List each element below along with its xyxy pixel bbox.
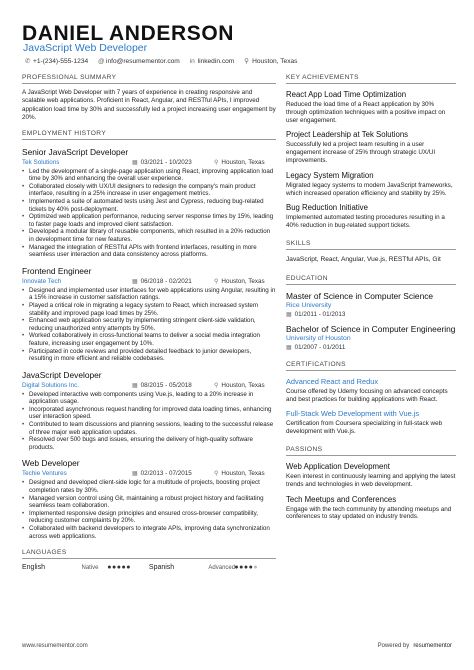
footer	[0, 643, 474, 655]
rating-dot-icon: ●	[243, 564, 249, 572]
achievements-title: React App Load Time Optimization	[286, 90, 407, 99]
education-date-text: 01/2007 - 01/2011	[294, 343, 346, 351]
rating-dot-icon: ●	[112, 564, 117, 572]
language-rating	[107, 564, 149, 571]
job-meta	[22, 382, 276, 389]
job-bullet: • Collaborated closely with UX/UI designers to redesign the company's main product interface, resulting in a 25% increase in user engagement metrics.	[22, 183, 276, 198]
job-location-text: Houston, Texas	[221, 277, 265, 285]
job-bullet: • Developed a modular library of reusable components, which resulted in a 20% reduction in development time for new features.	[22, 228, 276, 243]
achievements-description: Migrated legacy systems to modern JavaScript frameworks, which increased operation efficiency and stability by 25%.	[286, 181, 453, 197]
rating-dot-icon: ●	[248, 564, 254, 572]
rating-dot-icon: ●	[121, 564, 127, 572]
rating-dot-icon: ●	[234, 564, 240, 572]
certifications-description: Course offered by Udemy focusing on advanced concepts and best practices for building applications with React.	[286, 387, 448, 403]
education-school[interactable]: Rice University	[286, 301, 332, 309]
education-dates	[286, 311, 456, 318]
job-bullet: • Resolved over 500 bugs and issues, ensuring the delivery of high-quality software products.	[22, 436, 276, 451]
certifications-item	[286, 377, 456, 404]
job-location-text: Houston, Texas	[221, 470, 265, 478]
contact-linkedin[interactable]: in linkedin.com	[189, 58, 235, 65]
location-icon: ⚲	[214, 382, 219, 389]
resumementor-logo-icon: resumementor	[413, 643, 452, 649]
certifications-item	[286, 409, 456, 436]
achievements-description: Implemented automated testing procedures resulting in a 40% reduction in bug-related support tickets.	[286, 214, 445, 230]
job-dates	[132, 382, 214, 389]
location-icon: ⚲	[214, 471, 219, 478]
education-list	[286, 291, 456, 351]
job-title: JavaScript Developer	[22, 369, 102, 380]
achievements-title: Legacy System Migration	[286, 170, 374, 180]
right-column	[286, 74, 456, 521]
job-bullet: • Optimized web application performance, reducing server response times by 15%, leading to faster page loads and improved client satisfaction.	[22, 213, 276, 228]
job-entry	[22, 458, 276, 540]
education-degree: Master of Science in Computer Science	[286, 290, 434, 301]
certifications-title[interactable]: Advanced React and Redux	[286, 376, 379, 386]
job-date-text: 08/2015 - 05/2018	[140, 381, 192, 389]
job-date-text: 02/2013 - 07/2015	[140, 470, 192, 478]
job-bullet: • Contributed to team discussions and planning sessions, leading to the successful release of three major web application updates.	[22, 421, 276, 436]
job-bullet: • Led the development of a single-page application using React, improving application load time by 30% and enhancing the overall user experience.	[22, 168, 276, 183]
job-title: Web Developer	[22, 458, 80, 469]
job-bullet: • Designed and developed client-side logic for a multitude of projects, boosting project completion rates by 30%.	[22, 479, 276, 494]
location-icon: ⚲	[214, 278, 219, 285]
job-bullet: • Implemented a suite of automated tests using Jest and Cypress, reducing bug-related tickets by 40% post-deployment.	[22, 198, 276, 213]
calendar-icon: ▦	[286, 344, 292, 351]
section-heading-achievements: KEY ACHIEVEMENTS	[286, 74, 456, 84]
contact-email[interactable]: @info@resumementor.com	[98, 58, 180, 65]
achievements-item	[286, 90, 456, 124]
email-icon: @	[98, 58, 105, 65]
job-location	[214, 159, 265, 166]
language-list	[22, 564, 276, 571]
language-level: Advanced	[208, 564, 236, 571]
job-meta	[22, 159, 276, 166]
job-bullet: • Designed and implemented user interfaces for web applications using Angular, resulting in a 15% increase in customer satisfaction ratings.	[22, 287, 276, 302]
achievements-item	[286, 171, 456, 198]
job-meta	[22, 470, 276, 477]
job-bullet: • Managed the integration of RESTful APIs with frontend interfaces, resulting in more seamless user interaction and data consistency across platforms.	[22, 244, 276, 259]
job-dates	[132, 159, 214, 166]
job-bullets	[22, 287, 276, 363]
footer-branding: Powered by resumementor	[377, 643, 452, 649]
left-column	[22, 74, 276, 571]
job-bullet: • Played a critical role in migrating a legacy system to React, which increased system stability and improved page load times by 25%.	[22, 302, 276, 317]
section-heading-passions: PASSIONS	[286, 446, 456, 456]
job-bullet: • Managed version control using Git, maintaining a robust project history and facilitating seamless team collaboration.	[22, 495, 276, 510]
job-location-text: Houston, Texas	[221, 381, 265, 389]
language-level: Native	[81, 564, 99, 571]
company-name[interactable]: Innovate Tech	[22, 277, 62, 285]
education-item	[286, 291, 456, 318]
job-bullet: • Worked collaboratively in cross-functional teams to deliver a social media integration feature, increasing user engagement by 10%.	[22, 332, 276, 347]
job-meta	[22, 278, 276, 285]
skills-list: JavaScript, React, Angular, Vue.js, RESTful APIs, Git	[286, 255, 441, 263]
job-title: Senior JavaScript Developer	[22, 146, 129, 157]
job-bullet: • Enhanced web application security by implementing stringent client-side validation, reducing unauthorized entry attempts by 50%.	[22, 317, 276, 332]
job-date-text: 06/2018 - 02/2021	[140, 277, 192, 285]
resume-name: DANIEL ANDERSON	[22, 22, 235, 45]
passions-description: Engage with the tech community by attending meetups and conferences to stay updated on industry trends.	[286, 505, 452, 521]
job-bullets	[22, 479, 276, 540]
contact-bar	[25, 57, 305, 67]
job-title: Frontend Engineer	[22, 265, 92, 276]
calendar-icon: ▦	[132, 382, 138, 389]
company-name[interactable]: Tek Solutions	[22, 158, 60, 166]
language-name: English	[22, 564, 45, 572]
section-heading-languages: LANGUAGES	[22, 549, 276, 559]
job-entry	[22, 370, 276, 452]
achievements-item	[286, 203, 456, 230]
contact-phone[interactable]: ✆ +1-(234)-555-1234	[25, 58, 89, 65]
certification-list	[286, 377, 456, 436]
professional-summary: A JavaScript Web Developer with 7 years of experience in creating responsive and scalable web applications. Proficient in React, Angular, and RESTful APIs, I improved application load time by 30% and successfully led a project increasing user engagement by 20%.	[22, 89, 276, 122]
job-entry	[22, 147, 276, 259]
job-location	[214, 278, 265, 285]
education-school[interactable]: University of Houston	[286, 334, 351, 342]
job-bullet: • Participated in code reviews and provided detailed feedback to junior developers, resulting in more efficient and reliable codebases.	[22, 348, 276, 363]
job-dates	[132, 278, 214, 285]
job-location	[214, 382, 265, 389]
calendar-icon: ▦	[132, 278, 138, 285]
calendar-icon: ▦	[132, 471, 138, 478]
rating-dot-icon: ●	[253, 564, 259, 572]
achievements-description: Successfully led a project team resulting in a user engagement increase of 25% through strategic UX/UI improvements.	[286, 141, 436, 164]
passions-item	[286, 495, 456, 522]
education-item	[286, 324, 456, 351]
passion-list	[286, 462, 456, 521]
achievement-list	[286, 90, 456, 230]
section-heading-summary: PROFESSIONAL SUMMARY	[22, 74, 276, 84]
job-bullets	[22, 391, 276, 452]
achievements-title: Bug Reduction Initiative	[286, 203, 368, 213]
certifications-description: Certification from Coursera specializing in full-stack web development with Vue.js.	[286, 420, 443, 436]
calendar-icon: ▦	[132, 159, 138, 166]
job-bullet: • Developed interactive web components using Vue.js, leading to a 20% increase in application usage.	[22, 391, 276, 406]
job-location	[214, 470, 265, 477]
section-heading-skills: SKILLS	[286, 240, 456, 250]
job-bullet: • Incorporated asynchronous request handling for improved data loading times, enhancing user interaction speed.	[22, 406, 276, 421]
linkedin-icon: in	[189, 58, 195, 65]
rating-dot-icon: ●	[239, 564, 244, 572]
resume-title: JavaScript Web Developer	[23, 42, 148, 54]
achievements-item	[286, 130, 456, 164]
passions-title: Web Application Development	[286, 461, 390, 471]
education-dates	[286, 344, 456, 351]
company-name[interactable]: Digital Solutions Inc.	[22, 381, 80, 389]
rating-dot-icon: ●	[107, 564, 112, 572]
language-row	[22, 564, 276, 571]
job-entry	[22, 266, 276, 363]
job-dates	[132, 470, 214, 477]
location-icon: ⚲	[214, 159, 219, 166]
passions-item	[286, 462, 456, 489]
education-date-text: 01/2011 - 01/2013	[294, 310, 346, 318]
section-heading-experience: EMPLOYMENT HISTORY	[22, 130, 276, 140]
rating-dot-icon: ●	[126, 564, 131, 572]
company-name[interactable]: Techie Ventures	[22, 470, 67, 478]
language-name: Spanish	[148, 564, 175, 572]
achievements-description: Reduced the load time of a React application by 30% through optimization techniques with a positive impact on user engagement.	[286, 101, 446, 124]
footer-url[interactable]: www.resumementor.com	[22, 643, 88, 649]
language-rating	[234, 564, 276, 571]
job-bullet: • Implemented responsive design principles and ensured cross-browser compatibility, reducing customer complaints by 20%.	[22, 510, 276, 525]
passions-title: Tech Meetups and Conferences	[286, 494, 397, 504]
job-bullet: • Collaborated with backend developers to integrate APIs, improving data synchronization across web applications.	[22, 525, 276, 540]
contact-location: ⚲ Houston, Texas	[244, 58, 298, 65]
section-heading-certifications: CERTIFICATIONS	[286, 361, 456, 371]
job-list	[22, 147, 276, 541]
location-icon: ⚲	[244, 58, 249, 65]
passions-description: Keen interest in continuously learning and applying the latest trends and technologies in web development.	[286, 472, 456, 488]
certifications-title[interactable]: Full-Stack Web Development with Vue.js	[286, 409, 420, 419]
job-location-text: Houston, Texas	[221, 158, 265, 166]
job-date-text: 03/2021 - 10/2023	[140, 158, 192, 166]
calendar-icon: ▦	[286, 311, 292, 318]
section-heading-education: EDUCATION	[286, 275, 456, 285]
achievements-title: Project Leadership at Tek Solutions	[286, 130, 409, 140]
education-degree: Bachelor of Science in Computer Engineering	[286, 323, 456, 334]
phone-icon: ✆	[25, 58, 31, 65]
rating-dot-icon: ●	[116, 564, 122, 572]
job-bullets	[22, 168, 276, 259]
